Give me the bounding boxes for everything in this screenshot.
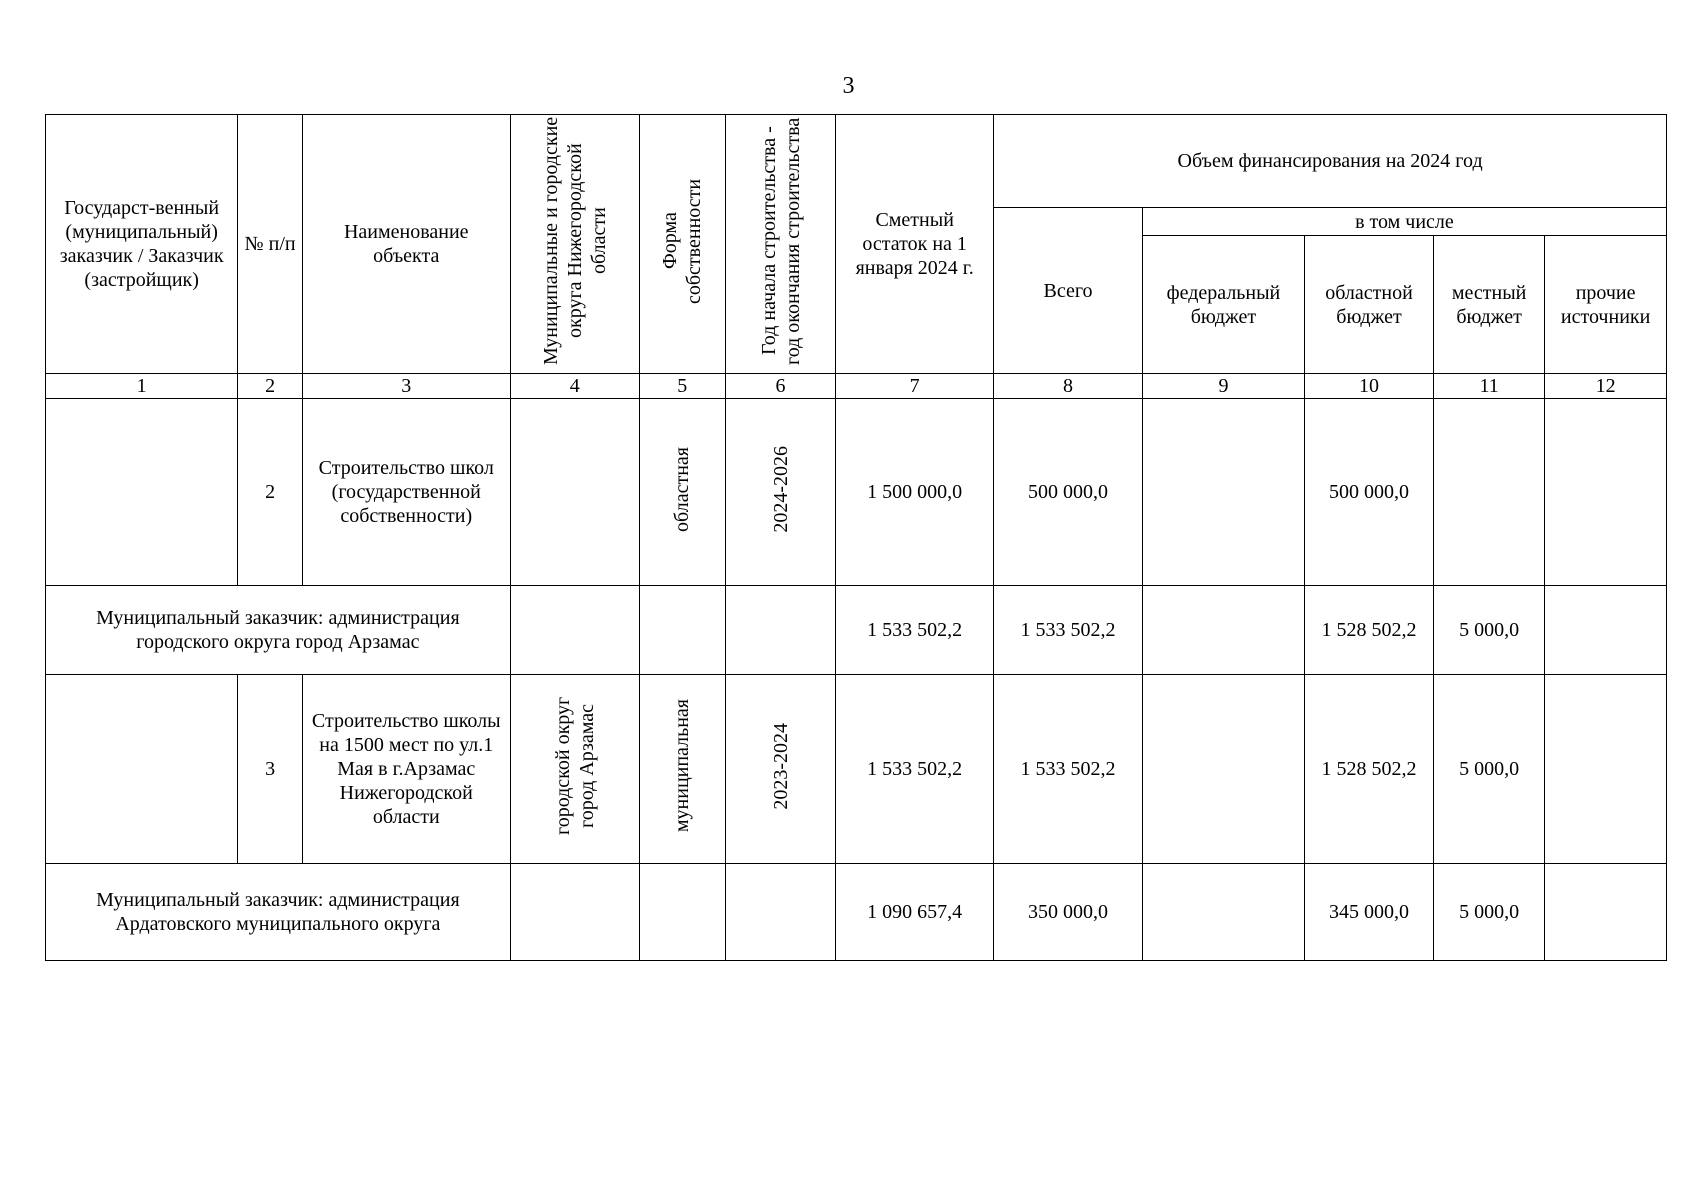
total-cell: 1 533 502,2 [994,675,1143,864]
column-numbers-row [46,374,1667,399]
other-cell [1545,675,1667,864]
header-object-name: Наименование объекта [302,115,510,374]
years-cell: 2024-2026 [725,399,835,586]
ownership-cell: муниципальная [639,675,725,864]
ownership-cell: областная [639,399,725,586]
column-number: 2 [238,374,302,399]
column-number: 12 [1545,374,1667,399]
column-number: 8 [994,374,1143,399]
estimate-cell: 1 500 000,0 [836,399,994,586]
estimate-cell: 1 533 502,2 [836,675,994,864]
local-cell: 5 000,0 [1433,675,1544,864]
total-cell: 1 533 502,2 [994,586,1143,675]
customer-name: Муниципальный заказчик: администрация городского округа город Арзамас [46,586,511,675]
column-number: 1 [46,374,238,399]
customer-name: Муниципальный заказчик: администрация Ардатовского муниципального округа [46,864,511,961]
federal-cell [1142,399,1304,586]
total-cell: 500 000,0 [994,399,1143,586]
header-including-group: в том числе [1142,208,1666,236]
district-cell: городской округ город Арзамас [510,675,639,864]
ownership-cell [639,586,725,675]
row-number: 2 [238,399,302,586]
regional-cell: 345 000,0 [1305,864,1434,961]
column-number: 6 [725,374,835,399]
object-name: Строительство школ (государственной собственности) [302,399,510,586]
other-cell [1545,399,1667,586]
object-name: Строительство школы на 1500 мест по ул.1 Мая в г.Арзамас Нижегородской области [302,675,510,864]
header-row-1 [46,115,1667,208]
regional-cell: 1 528 502,2 [1305,675,1434,864]
estimate-cell: 1 090 657,4 [836,864,994,961]
header-customer: Государст-венный (муниципальный) заказчик / Заказчик (застройщик) [46,115,238,374]
other-cell [1545,586,1667,675]
column-number: 7 [836,374,994,399]
header-other: прочие источники [1545,236,1667,374]
table-row [46,399,1667,586]
district-cell [510,864,639,961]
total-cell: 350 000,0 [994,864,1143,961]
financing-table [45,114,1667,961]
customer-cell [46,675,238,864]
federal-cell [1142,864,1304,961]
estimate-cell: 1 533 502,2 [836,586,994,675]
header-estimate: Сметный остаток на 1 января 2024 г. [836,115,994,374]
years-cell [725,586,835,675]
customer-subtotal-row [46,586,1667,675]
regional-cell: 500 000,0 [1305,399,1434,586]
federal-cell [1142,586,1304,675]
years-cell: 2023-2024 [725,675,835,864]
header-ownership: Форма собственности [639,115,725,374]
customer-subtotal-row [46,864,1667,961]
column-number: 11 [1433,374,1544,399]
column-number: 3 [302,374,510,399]
header-regional: областной бюджет [1305,236,1434,374]
district-cell [510,399,639,586]
header-number: № п/п [238,115,302,374]
table-row [46,675,1667,864]
header-financing-group: Объем финансирования на 2024 год [994,115,1667,208]
column-number: 5 [639,374,725,399]
ownership-cell [639,864,725,961]
federal-cell [1142,675,1304,864]
column-number: 10 [1305,374,1434,399]
header-local: местный бюджет [1433,236,1544,374]
header-federal: федеральный бюджет [1142,236,1304,374]
header-total: Всего [994,208,1143,374]
page-number: 3 [842,73,855,99]
customer-cell [46,399,238,586]
other-cell [1545,864,1667,961]
local-cell [1433,399,1544,586]
years-cell [725,864,835,961]
column-number: 4 [510,374,639,399]
header-years: Год начала строительства - год окончания строительства [725,115,835,374]
column-number: 9 [1142,374,1304,399]
local-cell: 5 000,0 [1433,864,1544,961]
header-district: Муниципальные и городские округа Нижегородской области [510,115,639,374]
district-cell [510,586,639,675]
regional-cell: 1 528 502,2 [1305,586,1434,675]
row-number: 3 [238,675,302,864]
local-cell: 5 000,0 [1433,586,1544,675]
